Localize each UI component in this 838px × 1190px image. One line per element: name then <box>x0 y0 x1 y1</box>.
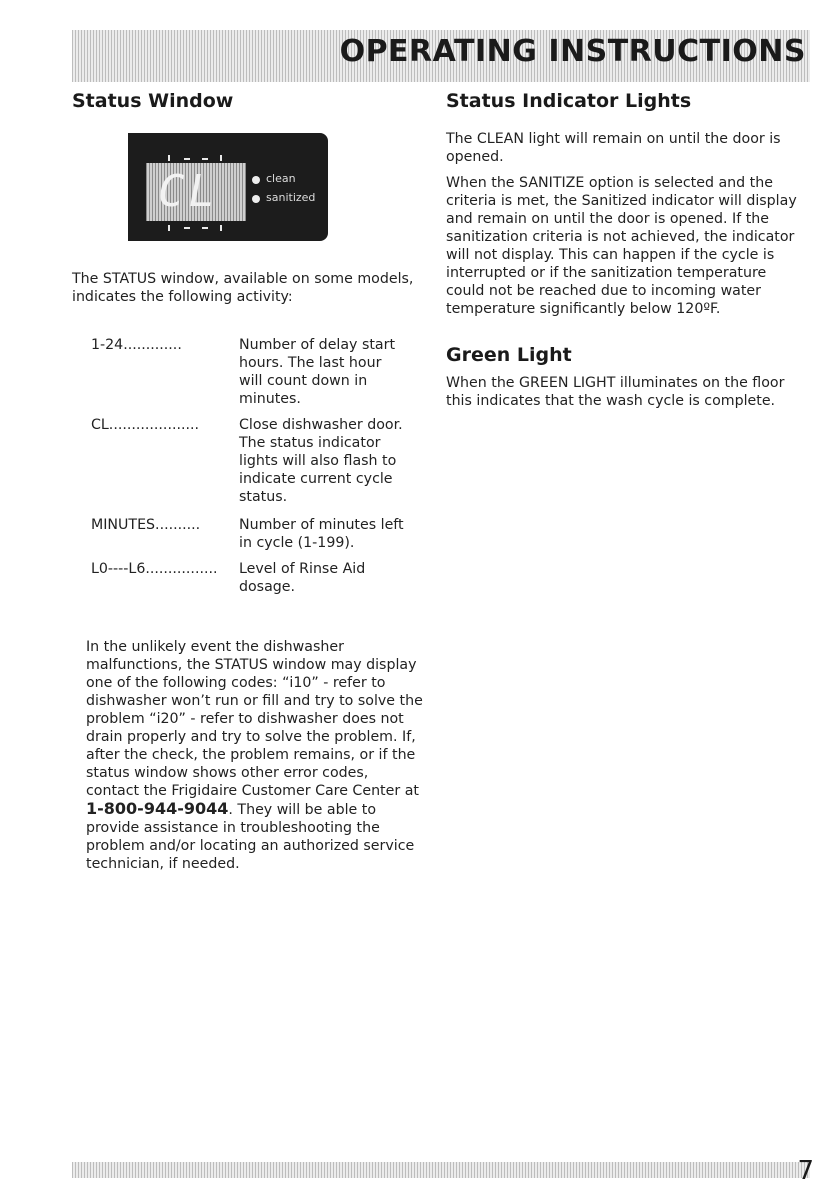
header-banner <box>72 30 810 82</box>
code-term: CL.................... <box>91 417 200 433</box>
code-description: Close dishwasher door. The status indicator lights will also flash to indicate current cycle status. <box>239 417 403 505</box>
flash-mark <box>168 155 170 161</box>
error-codes-text: In the unlikely event the dishwasher malfunctions, the STATUS window may display one of the following codes: “i10” - refer to dishwasher won’t run or fill and try to solve the problem “i20” - refer to dishwasher does not drain properly and try to solve the problem. If, after the check, the problem remains, or if the status window shows other error codes, contact the Frigidaire Customer Care Center at <box>86 639 423 799</box>
code-term: MINUTES.......... <box>91 517 201 533</box>
page-title: OPERATING INSTRUCTIONS <box>339 34 806 69</box>
flash-mark <box>202 227 208 229</box>
flash-mark <box>220 225 222 231</box>
flash-mark <box>184 158 190 160</box>
error-codes-paragraph <box>86 638 424 873</box>
customer-care-phone: 1-800-944-9044 <box>86 799 229 818</box>
green-light-heading: Green Light <box>446 344 572 366</box>
status-window-intro: The STATUS window, available on some models, indicates the following activity: <box>72 271 414 305</box>
code-description: Level of Rinse Aid dosage. <box>239 561 366 595</box>
status-indicator-lights-heading: Status Indicator Lights <box>446 90 692 112</box>
code-term: L0----L6................ <box>91 561 218 577</box>
flash-mark <box>220 155 222 161</box>
clean-indicator-label: clean <box>266 172 296 185</box>
clean-indicator-icon <box>252 176 260 184</box>
status-window-heading: Status Window <box>72 90 234 112</box>
code-description: Number of delay start hours. The last hour will count down in minutes. <box>239 337 396 407</box>
green-light-paragraph: When the GREEN LIGHT illuminates on the floor this indicates that the wash cycle is complete. <box>446 375 785 409</box>
error-codes-text-end: . They will be able to provide assistance in troubleshooting the problem and/or locating an authorized service technician, if needed. <box>86 802 415 872</box>
flash-mark <box>184 227 190 229</box>
flash-mark <box>168 225 170 231</box>
code-description: Number of minutes left in cycle (1-199). <box>239 517 404 551</box>
code-term: 1-24............. <box>91 337 182 353</box>
clean-light-paragraph: The CLEAN light will remain on until the door is opened. <box>446 131 781 165</box>
footer-strip <box>72 1162 810 1178</box>
display-code: CL <box>158 166 219 217</box>
page-number: 7 <box>797 1156 814 1186</box>
sanitized-indicator-icon <box>252 195 260 203</box>
sanitized-indicator-label: sanitized <box>266 191 316 204</box>
status-display-illustration <box>128 133 328 241</box>
sanitize-paragraph: When the SANITIZE option is selected and the criteria is met, the Sanitized indicator will display and remain on until the door is opened. If the sanitization criteria is not achieved, the indicator will not display. This can happen if the cycle is interrupted or if the sanitization temperature could not be reached due to incoming water temperature significantly below 120ºF. <box>446 175 797 317</box>
status-indicator-body <box>446 130 801 326</box>
flash-mark <box>202 158 208 160</box>
